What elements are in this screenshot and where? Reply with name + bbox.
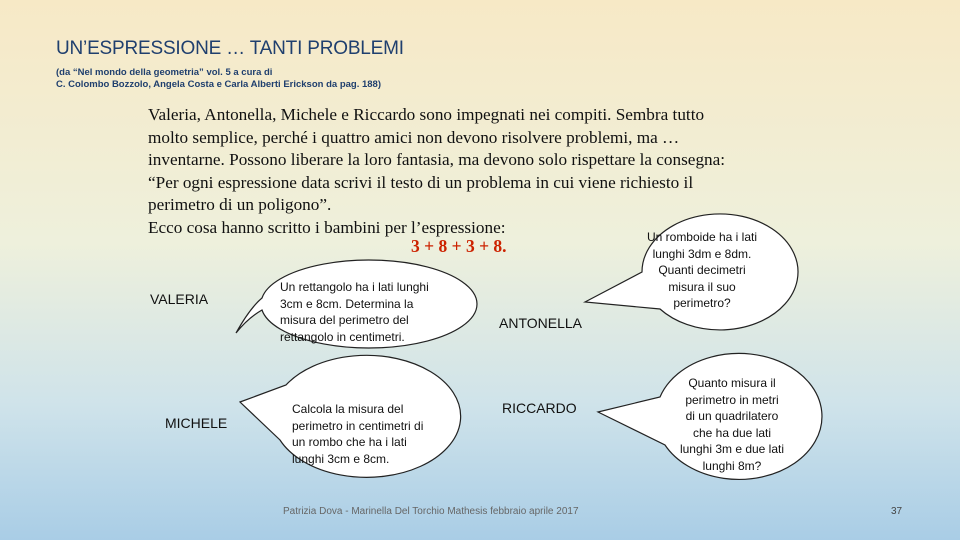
bubble-line: misura del perimetro del	[280, 313, 409, 327]
bubble-line: 3cm e 8cm. Determina la	[280, 296, 414, 311]
bubble-line: lunghi 8m?	[702, 458, 762, 473]
bubble-line: perimetro?	[673, 296, 731, 310]
bubble-line: misura il suo	[668, 279, 736, 294]
valeria-problem-text	[280, 279, 429, 345]
bubble-line: un rombo che ha i lati	[292, 435, 407, 449]
riccardo-problem-text	[662, 375, 802, 474]
bubble-line: Un romboide ha i lati	[646, 230, 758, 244]
story-line: Valeria, Antonella, Michele e Riccardo sono impegnati nei compiti. Sembra tutto	[148, 105, 705, 124]
page-number: 37	[891, 506, 903, 517]
bubble-line: di un quadrilatero	[685, 409, 779, 423]
story-line: molto semplice, perché i quattro amici non devono risolvere problemi, ma …	[148, 127, 680, 147]
expression: 3 + 8 + 3 + 8.	[411, 236, 507, 256]
slide-title: UN’ESPRESSIONE … TANTI PROBLEMI	[56, 38, 404, 59]
bubble-line: Un rettangolo ha i lati lunghi	[280, 280, 429, 294]
bubble-line: Quanto misura il	[688, 376, 776, 390]
bubble-line: lunghi 3dm e 8dm.	[652, 246, 752, 261]
bubble-line: perimetro in metri	[685, 392, 779, 407]
source-citation-line-1: (da “Nel mondo della geometria” vol. 5 a cura di	[56, 67, 273, 78]
name-antonella: ANTONELLA	[499, 315, 582, 331]
name-valeria: VALERIA	[150, 291, 209, 307]
bubble-line: che ha due lati	[692, 425, 772, 440]
michele-problem-text	[292, 401, 423, 467]
story-line: inventarne. Possono liberare la loro fantasia, ma devono solo rispettare la consegna:	[148, 150, 726, 169]
bubble-line: Calcola la misura del	[292, 402, 404, 416]
source-citation-line-2: C. Colombo Bozzolo, Angela Costa e Carla Alberti Erickson da pag. 188)	[56, 79, 381, 90]
bubble-line: Quanti decimetri	[658, 263, 746, 277]
bubble-line: lunghi 3m e due lati	[679, 442, 785, 456]
bubble-line: perimetro in centimetri di	[292, 418, 424, 433]
footer-credits: Patrizia Dova - Marinella Del Torchio Mathesis febbraio aprile 2017	[283, 506, 579, 517]
story-line: “Per ogni espressione data scrivi il testo di un problema in cui viene richiesto il	[148, 172, 694, 192]
story-line: perimetro di un poligono”.	[148, 195, 332, 214]
antonella-problem-text	[642, 229, 762, 312]
bubble-line: lunghi 3cm e 8cm.	[292, 451, 390, 466]
bubble-line: rettangolo in centimetri.	[280, 329, 405, 344]
name-michele: MICHELE	[165, 415, 228, 431]
story-line: Ecco cosa hanno scritto i bambini per l’espressione:	[148, 217, 506, 237]
name-riccardo: RICCARDO	[502, 400, 577, 416]
